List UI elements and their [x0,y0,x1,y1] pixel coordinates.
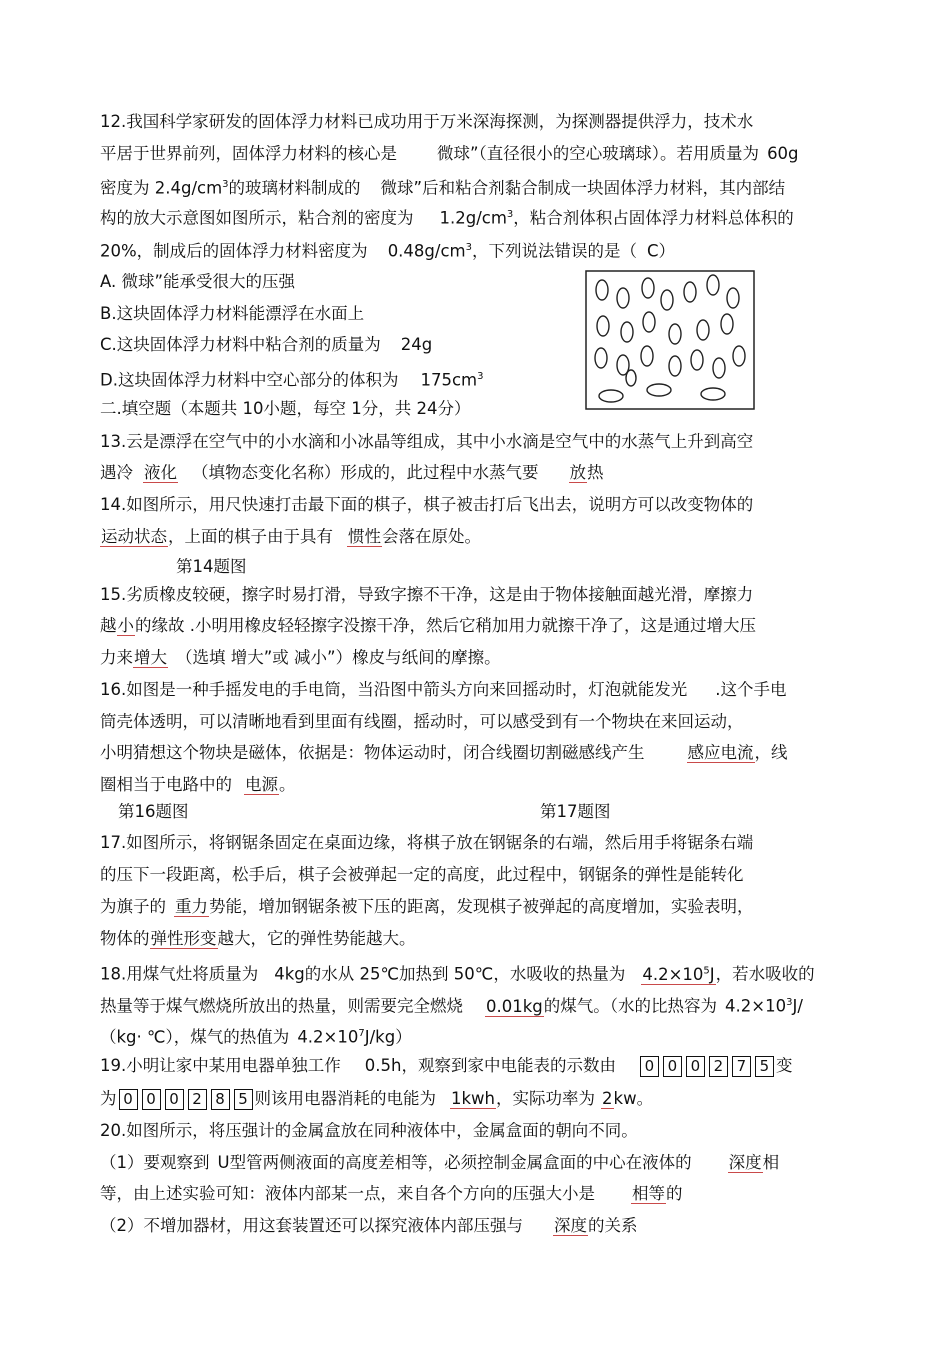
meter-digit: 0 [119,1089,138,1110]
q12-text: 微球”后和粘合剂黏合制成一块固体浮力材料，其内部结 [380,178,786,198]
superscript: 3 [222,179,229,190]
q20-text: （1）要观察到 [100,1153,210,1172]
q13-text: 遇冷 [100,463,133,482]
q14-text: 14.如图所示，用尺快速打击最下面的棋子，棋子被击打后飞出去，说明方可以改变物体的 [100,495,754,514]
q17-text: 的压下一段距离，松手后，棋子会被弹起一定的高度，此过程中，钢锯条的弹性是能转化 [100,865,744,884]
q19-text: kw。 [613,1089,654,1108]
q18-text: J/ [792,996,803,1016]
q19-text: ，实际功率为 [496,1089,596,1108]
answer-blank: 放 [569,463,586,482]
q12-line-3 [100,174,785,200]
q16-text: 筒壳体透明，可以清晰地看到里面有线圈，摇动时，可以感受到有一个物块在来回运动， [100,712,744,731]
q12-text: 的玻璃材料制成的 [228,178,361,198]
q17-text: 17.如图所示，将钢锯条固定在桌面边缘，将棋子放在钢锯条的右端，然后用手将锯条右端 [100,833,754,852]
answer-blank [641,965,715,985]
q19-text: 变 [775,1056,793,1075]
option-text: 24g [400,335,433,354]
q12-text: ，下列说法错误的是（ [471,241,637,261]
q12-line-1 [100,111,753,133]
q12-option-d [100,366,483,392]
superscript: 3 [786,997,793,1008]
q18-text: 4.2×10 [725,996,787,1016]
q20-text: 的 [666,1184,683,1203]
q20-line-2 [100,1152,779,1174]
answer-blank: 电源 [245,775,278,794]
option-text: A. 微球”能承受很大的压强 [100,272,296,291]
q15-text: （选填 增大”或 减小”）橡皮与纸间的摩擦。 [176,648,501,667]
q13-text: （填物态变化名称）形成的，此过程中水蒸气要 [192,463,539,482]
q20-line-3 [100,1183,683,1205]
q14-text: ，上面的棋子由于具有 [168,527,333,546]
q18-text: 4kg的水从 25℃加热到 50℃，水吸收的热量为 [274,964,626,984]
q14-line-1 [100,494,753,516]
q16-line-3 [100,742,788,764]
q12-text: 60g [767,144,799,163]
q17-caption [540,801,611,823]
q12-text: 构的放大示意图如图所示，粘合剂的密度为 [100,208,414,228]
microspheres [595,275,745,402]
meter-digit: 0 [686,1056,705,1077]
q17-text: 为旗子的 [100,897,166,916]
q12-text: 密度为 2.4g/cm [100,178,223,198]
q15-line-1 [100,584,753,606]
answer-blank: 小 [117,616,134,635]
q12-text: 12.我国科学家研发的固体浮力材料已成功用于万米深海探测，为探测器提供浮力，技术水 [100,112,754,131]
meter-digit: 8 [211,1089,230,1110]
q18-line-1 [100,960,815,986]
figure-caption: 第14题图 [176,557,247,576]
q20-text: 的关系 [588,1216,638,1235]
q16-text: 小明猜想这个物块是磁体，依据是：物体运动时，闭合线圈切割磁感线产生 [100,743,645,762]
answer-text: 4.2×10 [642,964,704,984]
answer-blank: 0.01kg [486,996,543,1016]
q20-text: 等，由上述实验可知：液体内部某一点，来自各个方向的压强大小是 [100,1184,595,1203]
q15-text: 越 [100,616,117,635]
q18-text: 18.用煤气灶将质量为 [100,964,259,984]
answer-blank: 运动状态 [101,527,167,546]
q19-text: 19.小明让家中某用电器单独工作 [100,1056,341,1075]
q12-line-5 [100,237,675,263]
meter-reading-after [117,1089,255,1108]
meter-reading-before [638,1056,776,1075]
q16-text: 圈相当于电路中的 [100,775,232,794]
q17-text: 势能，增加钢锯条被下压的距离，发现棋子被弹起的高度增加，实验表明， [209,897,754,916]
answer-blank: 惯性 [348,527,381,546]
superscript: 5 [703,965,710,976]
meter-digit: 0 [663,1056,682,1077]
figure-caption: 第17题图 [540,802,611,821]
figure-caption: 第16题图 [118,802,189,821]
q20-text: 相 [762,1153,780,1172]
q12-text: 微球”（直径很小的空心玻璃球）。若用质量为 [437,144,760,163]
option-text: D.这块固体浮力材料中空心部分的体积为 [100,370,399,390]
q16-line-1 [100,679,787,701]
q12-text: 20%，制成后的固体浮力材料密度为 [100,241,368,261]
q14-caption [176,556,247,578]
q19-line-2 [100,1088,653,1110]
q13-line-2 [100,462,604,484]
q17-text: 物体的 [100,929,150,948]
answer-blank: 2 [602,1089,613,1108]
q12-line-2 [100,143,799,165]
q14-text: 会落在原处。 [382,527,481,546]
answer-blank: 重力 [175,897,208,916]
option-text: B.这块固体浮力材料能漂浮在水面上 [100,304,365,323]
q18-text: （kg· ℃），煤气的热值为 [100,1027,290,1047]
superscript: 3 [465,242,472,253]
answer-blank: 感应电流 [687,743,754,762]
q18-text: 热量等于煤气燃烧所放出的热量，则需要完全燃烧 [100,996,463,1016]
superscript: 3 [506,209,514,220]
q13-text: 热 [587,463,604,482]
q19-line-1 [100,1055,792,1077]
q17-text: 越大，它的弹性势能越大。 [217,929,416,948]
q13-line-1 [100,431,753,453]
q20-line-4 [100,1215,638,1237]
answer-blank: 液化 [144,463,177,482]
q16-line-4 [100,774,296,796]
answer-blank: 深度 [554,1216,587,1235]
q18-text: 的煤气。（水的比热容为 [543,996,718,1016]
meter-digit: 2 [188,1089,207,1110]
section-heading [100,398,470,420]
q12-text: ，粘合剂体积占固体浮力材料总体积的 [513,208,794,228]
q18-line-2 [100,992,803,1018]
meter-digit: 7 [732,1056,751,1077]
q19-text: 0.5h，观察到家中电能表的示数由 [364,1056,616,1075]
answer-blank: 深度 [728,1153,762,1172]
q12-text: 1.2g/cm [439,208,507,228]
q19-text: 则该用电器消耗的电能为 [254,1089,436,1108]
answer-blank: 弹性形变 [150,929,217,948]
q12-option-a [100,271,295,293]
q16-text: 16.如图是一种手摇发电的手电筒，当沿图中箭头方向来回摇动时，灯泡就能发光 [100,680,688,699]
q18-text: J/kg） [364,1027,412,1047]
meter-digit: 5 [234,1089,253,1110]
answer-blank: 增大 [134,648,167,667]
q20-text: U型管两侧液面的高度差相等，必须控制金属盒面的中心在液体的 [217,1153,692,1172]
q20-text: （2）不增加器材，用这套装置还可以探究液体内部压强与 [100,1216,523,1235]
q14-line-2 [100,526,481,548]
answer-blank: 相等 [632,1184,665,1203]
superscript: 7 [358,1028,365,1039]
q15-text: 的缘故 .小明用橡皮轻轻擦字没擦干净，然后它稍加用力就擦干净了，这是通过增大压 [135,616,756,635]
option-text: 175cm [420,370,478,390]
meter-digit: 0 [165,1089,184,1110]
meter-digit: 0 [142,1089,161,1110]
q17-line-2 [100,864,744,886]
meter-digit: 0 [640,1056,659,1077]
answer-text: J [709,964,715,984]
q18-text: ，若水吸收的 [715,964,815,984]
q16-line-2 [100,711,744,733]
q20-text: 20.如图所示，将压强计的金属盒放在同种液体中，金属盒面的朝向不同。 [100,1121,638,1140]
q12-option-c [100,334,432,356]
q19-text: 为 [100,1089,117,1108]
q18-text: 4.2×10 [297,1027,359,1047]
foam-material-diagram [585,270,755,410]
q12-answer: C） [646,241,676,261]
q13-text: 13.云是漂浮在空气中的小水滴和小冰晶等组成，其中小水滴是空气中的水蒸气上升到高空 [100,432,754,451]
meter-digit: 5 [755,1056,774,1077]
q16-text: ，线 [754,743,788,762]
q17-line-4 [100,928,416,950]
q12-text: 0.48g/cm [387,241,466,261]
meter-digit: 2 [709,1056,728,1077]
q17-line-3 [100,896,754,918]
q16-caption [118,801,189,823]
q15-text: 15.劣质橡皮较硬，擦字时易打滑，导致字擦不干净，这是由于物体接触面越光滑，摩擦力 [100,585,754,604]
q18-line-3 [100,1023,412,1049]
q16-text: .这个手电 [715,680,787,699]
section-title: 二.填空题（本题共 10小题，每空 1分，共 24分） [100,399,471,418]
q16-text: 。 [279,775,296,794]
q15-line-3 [100,647,501,669]
superscript: 3 [477,371,484,382]
q12-line-4 [100,204,794,230]
option-text: C.这块固体浮力材料中粘合剂的质量为 [100,335,381,354]
q20-line-1 [100,1120,638,1142]
q12-option-b [100,303,364,325]
q15-line-2 [100,615,756,637]
q17-line-1 [100,832,753,854]
q12-text: 平居于世界前列，固体浮力材料的核心是 [100,144,397,163]
q15-text: 力来 [100,648,133,667]
answer-blank: 1kwh [451,1089,496,1108]
